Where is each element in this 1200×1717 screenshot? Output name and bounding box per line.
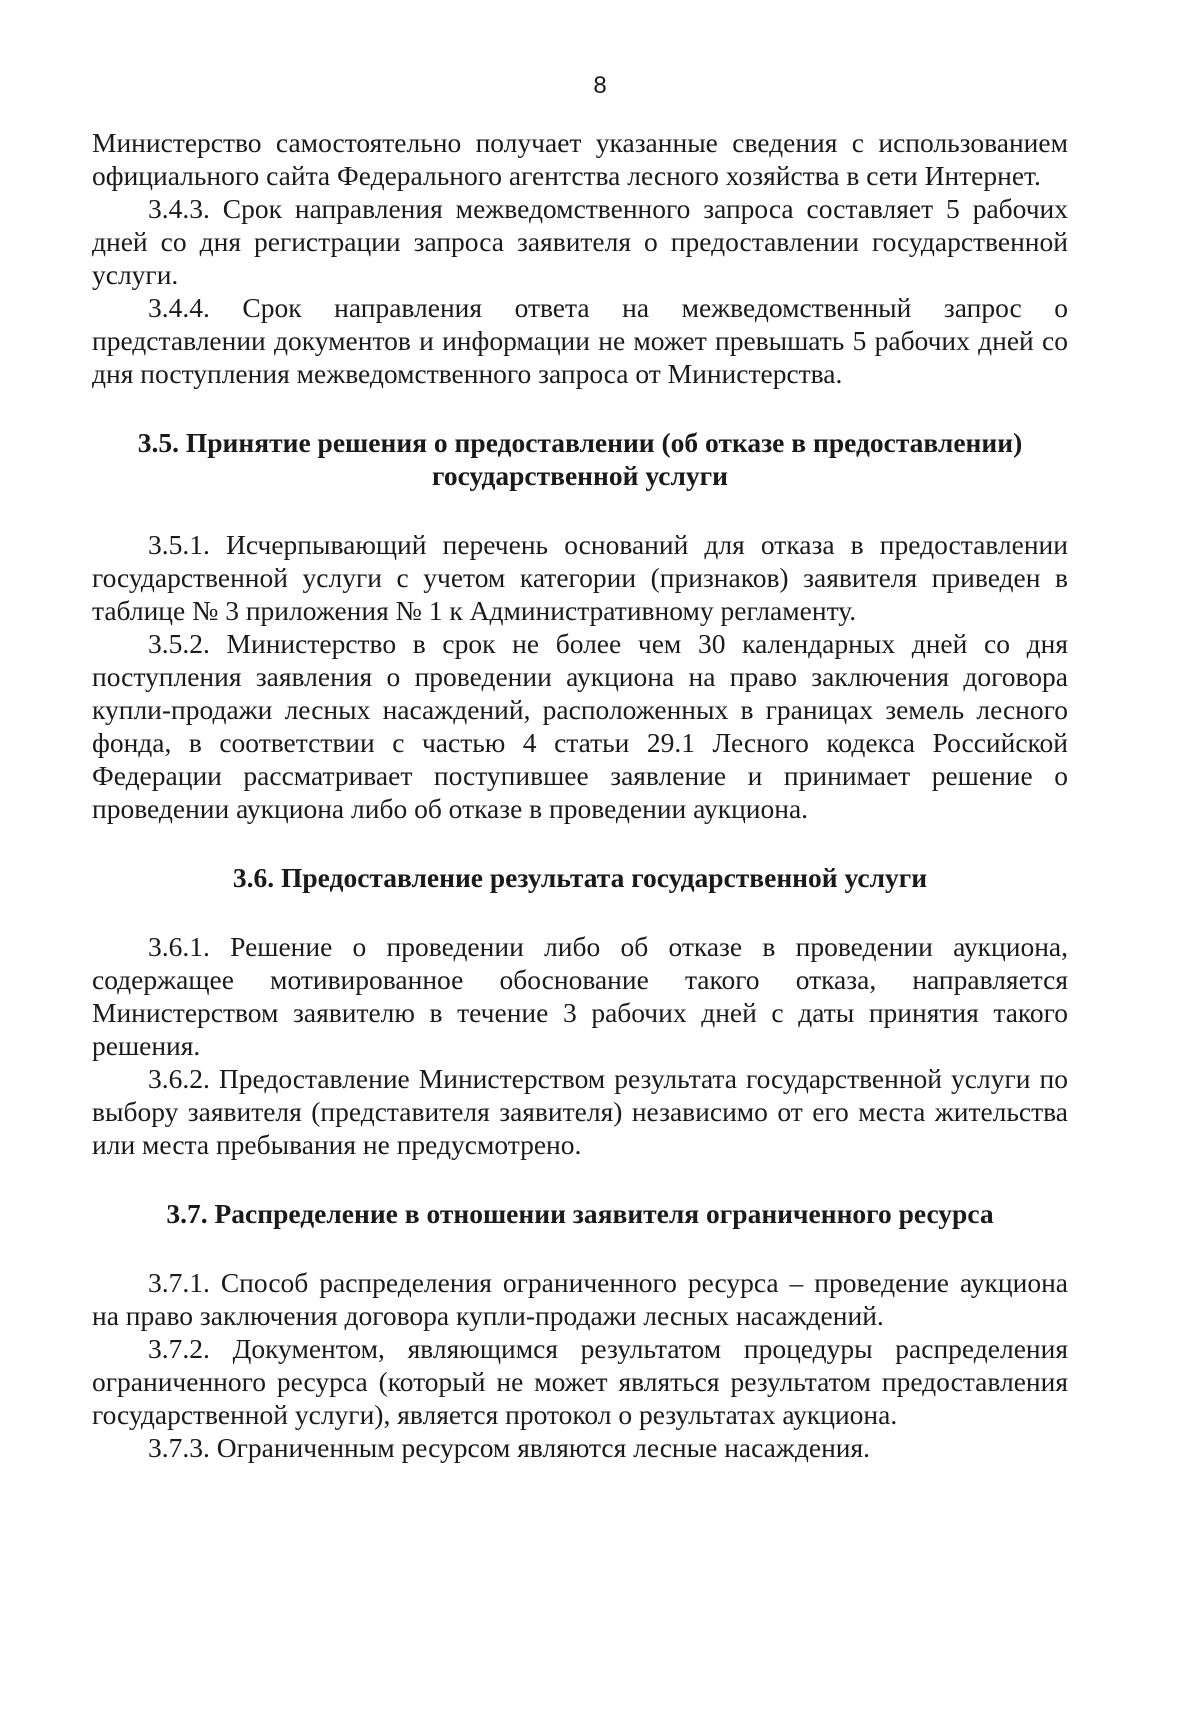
paragraph-3-4-3: 3.4.3. Срок направления межведомственного запроса составляет 5 рабочих дней со дня регистрации запроса заявителя о предоставлении государственной услуги. <box>92 193 1068 290</box>
section-heading-3-5-line1: 3.5. Принятие решения о предоставлении (об отказе в предоставлении) <box>137 427 1023 458</box>
paragraph-intro: Министерство самостоятельно получает указанные сведения с использованием официального сайта Федерального агентства лесного хозяйства в сети Интернет. <box>92 127 1068 191</box>
paragraph-3-7-3: 3.7.3. Ограниченным ресурсом являются лесные насаждения. <box>148 1432 871 1463</box>
paragraph-3-6-2: 3.6.2. Предоставление Министерством результата государственной услуги по выбору заявителя (представителя заявителя) независимо от его места жительства или места пребывания не предусмотрено. <box>92 1063 1068 1160</box>
section-heading-3-6: 3.6. Предоставление результата государственной услуги <box>232 862 928 893</box>
paragraph-3-6-1: 3.6.1. Решение о проведении либо об отказе в проведении аукциона, содержащее мотивированное обоснование такого отказа, направляется Министерством заявителю в течение 3 рабочих дней с даты принятия такого решения. <box>92 931 1068 1061</box>
paragraph-3-5-1: 3.5.1. Исчерпывающий перечень оснований для отказа в предоставлении государственной услуги с учетом категории (признаков) заявителя приведен в таблице № 3 приложения № 1 к Административному регламенту. <box>92 529 1068 626</box>
section-3-6 <box>92 861 1068 1161</box>
paragraph-3-7-2: 3.7.2. Документом, являющимся результатом процедуры распределения ограниченного ресурса (который не может являться результатом предоставления государственной услуги), является протокол о результатах аукциона. <box>92 1333 1068 1430</box>
section-heading-3-7: 3.7. Распределение в отношении заявителя ограниченного ресурса <box>166 1198 994 1229</box>
paragraph-3-5-2: 3.5.2. Министерство в срок не более чем 30 календарных дней со дня поступления заявления о проведении аукциона на право заключения договора купли-продажи лесных насаждений, расположенных в границах земель лесного фонда, в соответствии с частью 4 статьи 29.1 Лесного кодекса Российской Федерации рассматривает поступившее заявление и принимает решение о проведении аукциона либо об отказе в проведении аукциона. <box>92 628 1068 824</box>
section-3-7 <box>92 1197 1068 1464</box>
paragraph-3-7-1: 3.7.1. Способ распределения ограниченного ресурса – проведение аукциона на право заключения договора купли-продажи лесных насаждений. <box>92 1267 1068 1331</box>
page-number: 8 <box>593 72 607 99</box>
section-heading-3-5-line2: государственной услуги <box>432 460 728 491</box>
section-3-5 <box>92 426 1068 825</box>
paragraph-3-4-4: 3.4.4. Срок направления ответа на межведомственный запрос о представлении документов и информации не может превышать 5 рабочих дней со дня поступления межведомственного запроса от Министерства. <box>92 292 1068 389</box>
document-body <box>92 126 1068 1464</box>
